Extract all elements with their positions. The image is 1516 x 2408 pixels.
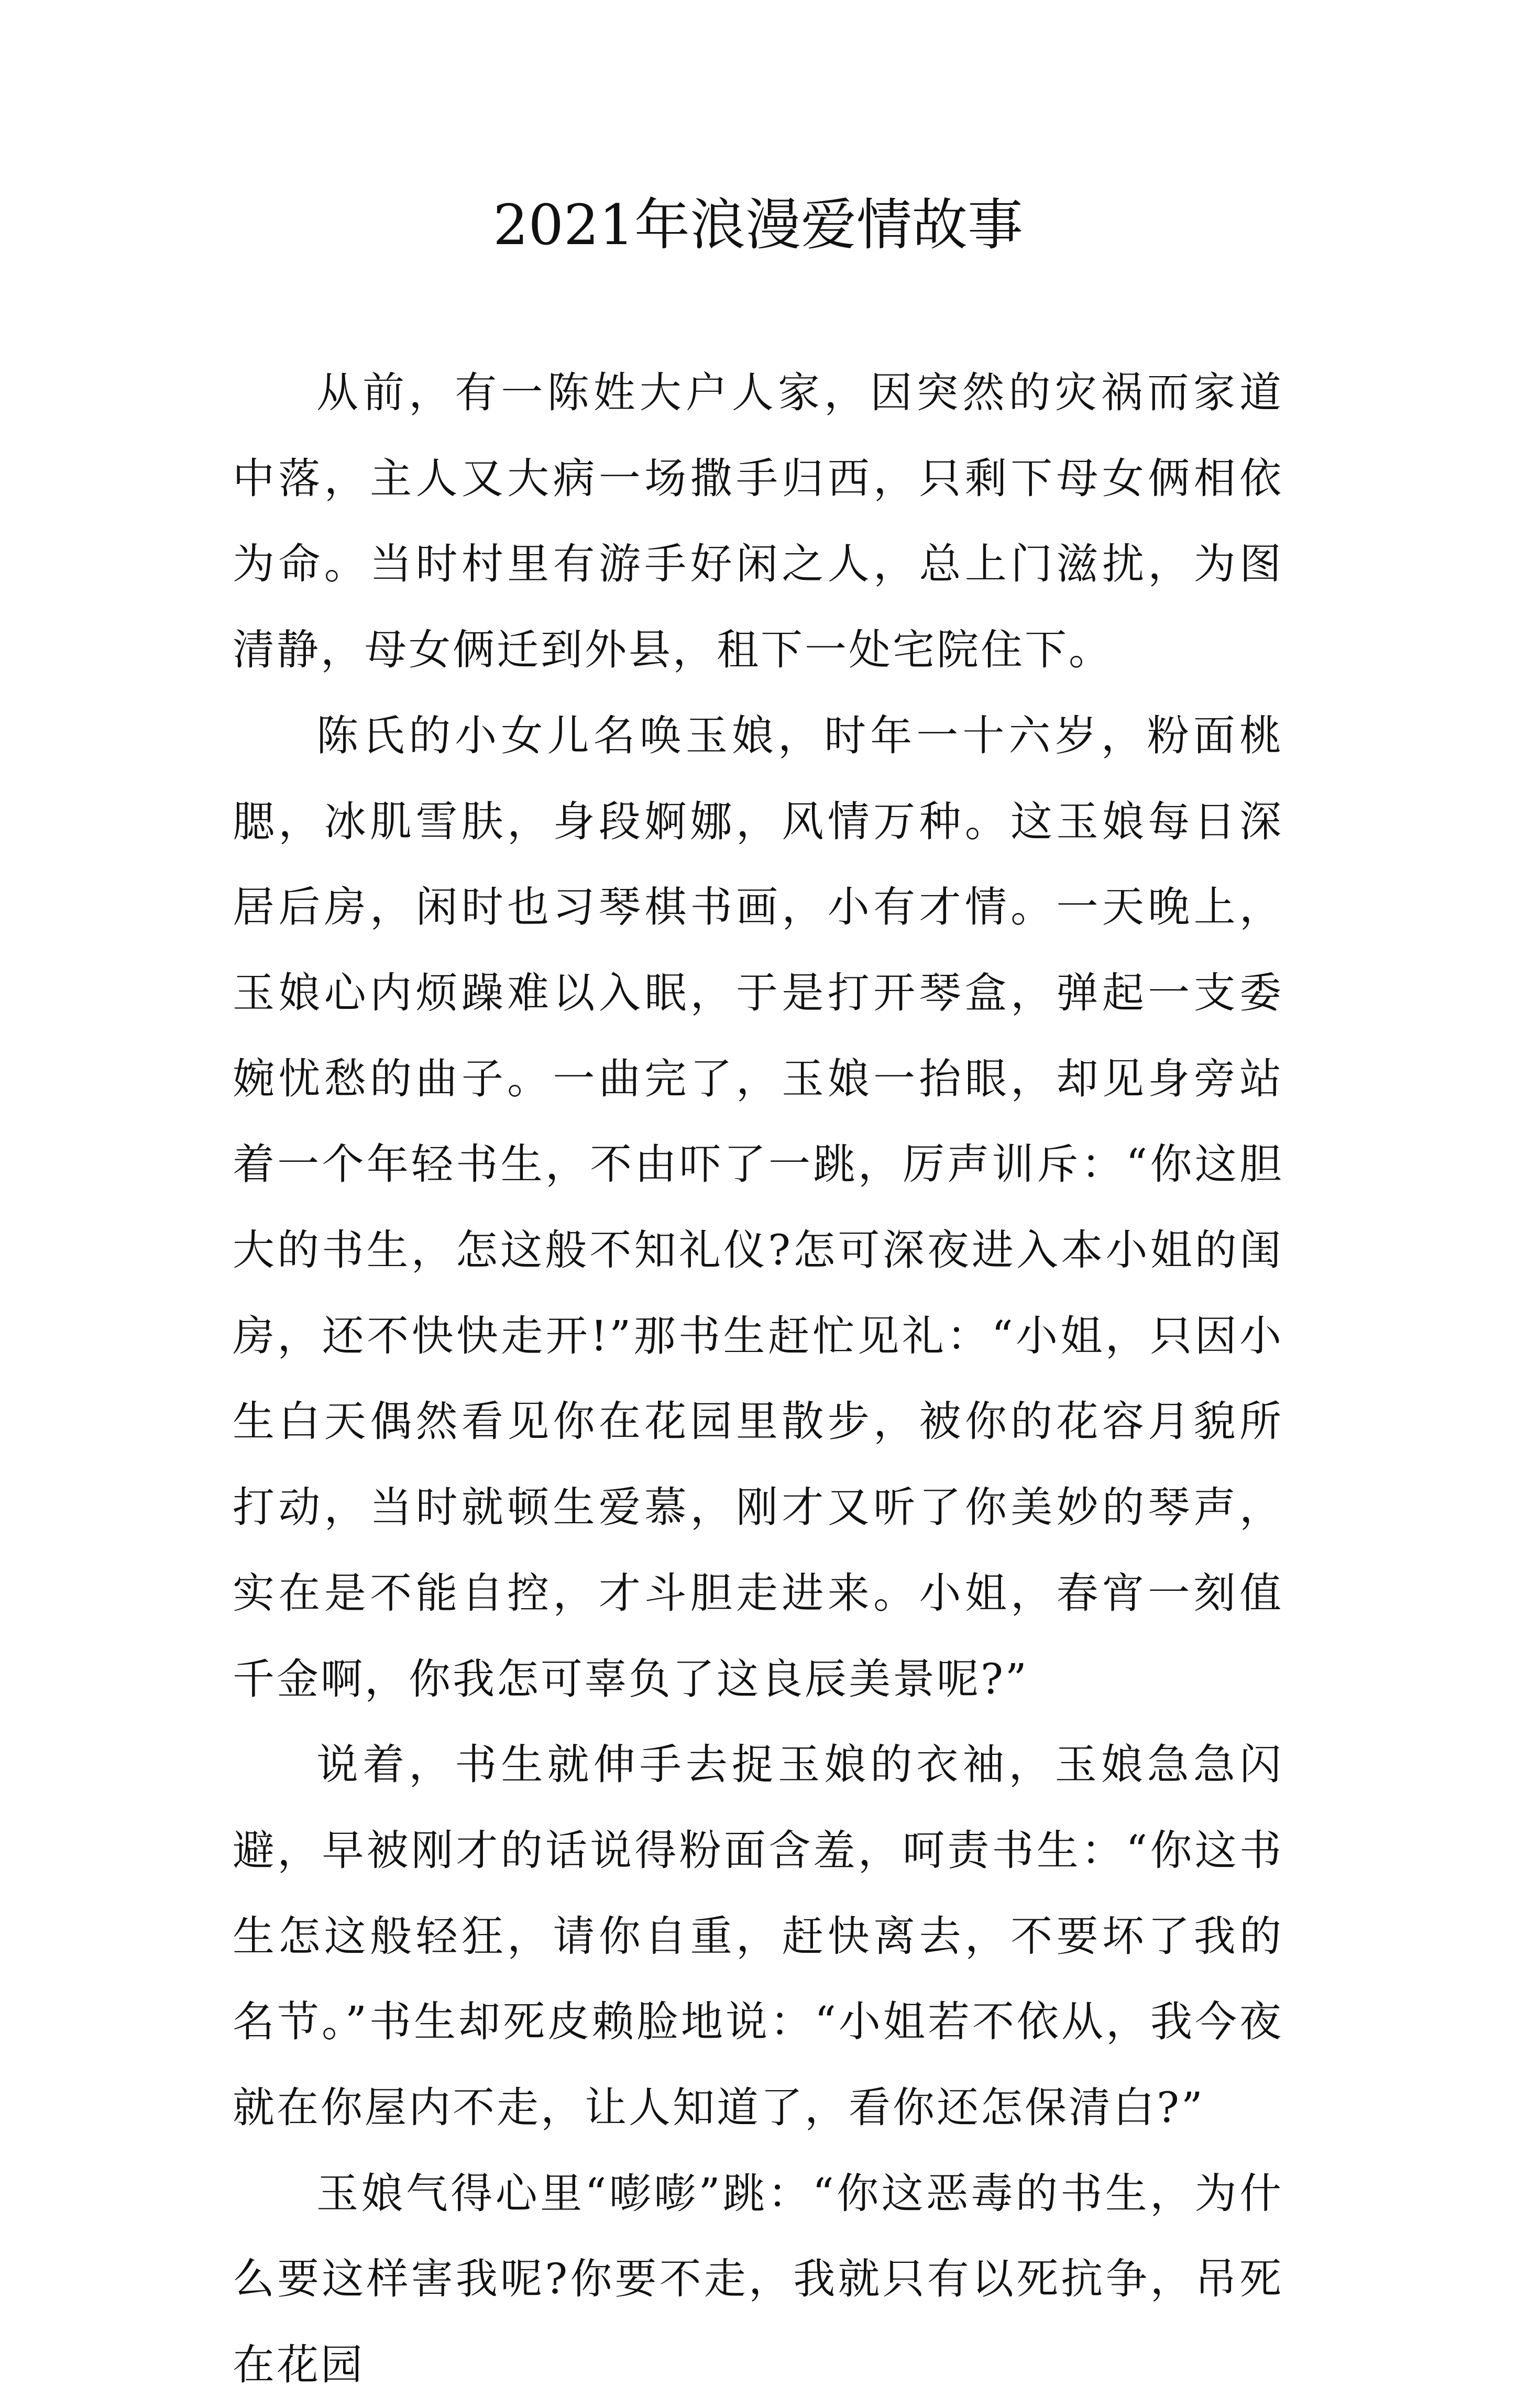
document-body [233, 350, 1283, 2408]
document-title: 2021年浪漫爱情故事 [493, 193, 1023, 257]
paragraph-2: 陈氏的小女儿名唤玉娘，时年一十六岁，粉面桃腮，冰肌雪肤，身段婀娜，风情万种。这玉娘每日深居后房，闲时也习琴棋书画，小有才情。一天晚上，玉娘心内烦躁难以入眠，于是打开琴盒，弹起一支委婉忧愁的曲子。一曲完了，玉娘一抬眼，却见身旁站着一个年轻书生，不由吓了一跳，厉声训斥：“你这胆大的书生，怎这般不知礼仪?怎可深夜进入本小姐的闺房，还不快快走开!”那书生赶忙见礼：“小姐，只因小生白天偶然看见你在花园里散步，被你的花容月貌所打动，当时就顿生爱慕，刚才又听了你美妙的琴声，实在是不能自控，才斗胆走进来。小姐，春宵一刻值千金啊，你我怎可辜负了这良辰美景呢?” [233, 711, 1283, 1703]
paragraph-4: 玉娘气得心里“嘭嘭”跳：“你这恶毒的书生，为什么要这样害我呢?你要不走，我就只有以死抗争，吊死在花园 [233, 2169, 1283, 2390]
paragraph-1: 从前，有一陈姓大户人家，因突然的灾祸而家道中落，主人又大病一场撒手归西，只剩下母女俩相依为命。当时村里有游手好闲之人，总上门滋扰，为图清静，母女俩迁到外县，租下一处宅院住下。 [233, 368, 1283, 675]
paragraph-3: 说着，书生就伸手去捉玉娘的衣袖，玉娘急急闪避，早被刚才的话说得粉面含羞，呵责书生：“你这书生怎这般轻狂，请你自重，赶快离去，不要坏了我的名节。”书生却死皮赖脸地说：“小姐若不依从，我今夜就在你屋内不走，让人知道了，看你还怎保清白?” [233, 1740, 1283, 2132]
